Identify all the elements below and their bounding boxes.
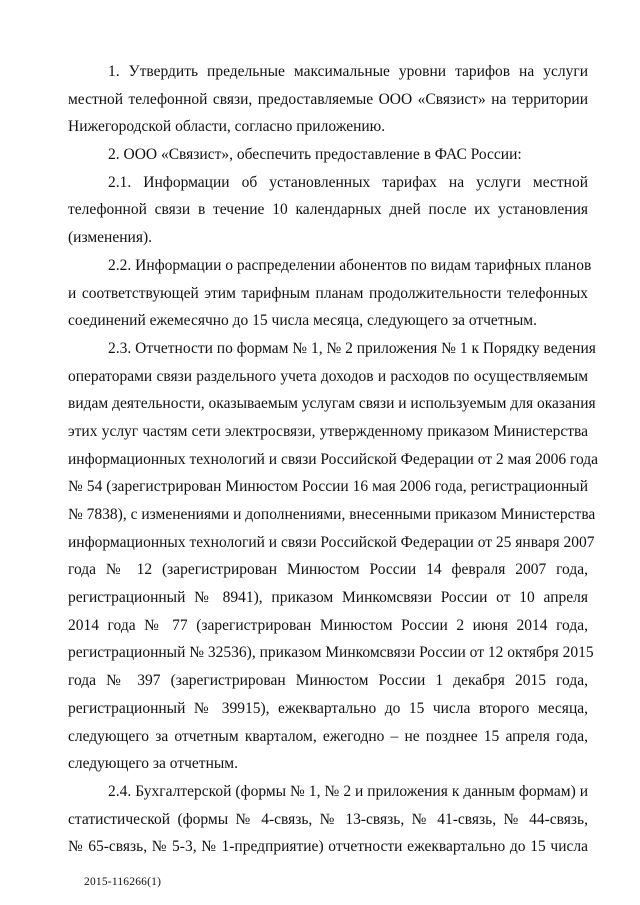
- paragraph-line: 2. ООО «Связист», обеспечить предоставление в ФАС России:: [108, 146, 522, 164]
- paragraph-line: № 7838), с изменениями и дополнениями, внесенными приказом Министерства: [68, 506, 596, 523]
- paragraph-2: [68, 141, 588, 169]
- paragraph-line: 2.1. Информации об установленных тарифах на услуги местной: [108, 173, 588, 191]
- paragraph-1: [68, 58, 588, 141]
- paragraph-line: статистической (формы № 4-связь, № 13-связь, № 41-связь, № 44-связь,: [68, 810, 588, 828]
- paragraph-line: регистрационный № 32536), приказом Минкомсвязи России от 12 октября 2015: [68, 644, 594, 662]
- paragraph-line: соединений ежемесячно до 15 числа месяца, следующего за отчетным.: [68, 312, 537, 330]
- paragraph-line: года № 397 (зарегистрирован Минюстом России 1 декабря 2015 года,: [68, 672, 588, 690]
- paragraph-line: операторами связи раздельного учета доходов и расходов по осуществляемым: [68, 367, 588, 385]
- paragraph-2-3: [68, 335, 599, 778]
- paragraph-line: следующего за отчетным.: [68, 755, 238, 773]
- document-body: [68, 58, 599, 861]
- paragraph-line: № 65-связь, № 5-3, № 1-предприятие) отчетности ежеквартально до 15 числа: [68, 838, 588, 856]
- paragraph-line: № 54 (зарегистрирован Минюстом России 16 мая 2006 года, регистрационный: [68, 478, 588, 496]
- paragraph-line: информационных технологий и связи Российской Федерации от 2 мая 2006 года: [68, 450, 599, 468]
- paragraph-line: 2.3. Отчетности по формам № 1, № 2 приложения № 1 к Порядку ведения: [108, 339, 596, 357]
- paragraph-line: регистрационный № 39915), ежеквартально до 15 числа второго месяца,: [68, 699, 588, 717]
- paragraph-2-2: [68, 252, 592, 335]
- paragraph-line: этих услуг частям сети электросвязи, утвержденному приказом Министерства: [68, 422, 588, 440]
- paragraph-line: 1. Утвердить предельные максимальные уровни тарифов на услуги: [108, 63, 588, 80]
- paragraph-line: регистрационный № 8941), приказом Минкомсвязи России от 10 апреля: [68, 589, 588, 607]
- document-code: 2015-116266(1): [84, 876, 162, 888]
- paragraph-line: телефонной связи в течение 10 календарных дней после их установления: [68, 201, 588, 219]
- paragraph-line: местной телефонной связи, предоставляемые ООО «Связист» на территории: [68, 90, 588, 108]
- paragraph-2-1: [68, 169, 588, 252]
- paragraph-line: следующего за отчетным кварталом, ежегодно – не позднее 15 апреля года,: [68, 727, 588, 745]
- paragraph-2-4: [68, 778, 588, 861]
- paragraph-line: 2.2. Информации о распределении абонентов по видам тарифных планов: [108, 256, 592, 274]
- paragraph-line: 2014 года № 77 (зарегистрирован Минюстом России 2 июня 2014 года,: [68, 616, 588, 634]
- paragraph-line: видам деятельности, оказываемым услугам связи и используемым для оказания: [68, 395, 596, 413]
- paragraph-line: информационных технологий и связи Российской Федерации от 25 января 2007: [68, 533, 595, 551]
- paragraph-line: 2.4. Бухгалтерской (формы № 1, № 2 и приложения к данным формам) и: [108, 782, 588, 800]
- paragraph-line: и соответствующей этим тарифным планам продолжительности телефонных: [68, 284, 588, 302]
- paragraph-line: (изменения).: [68, 229, 152, 247]
- paragraph-line: года № 12 (зарегистрирован Минюстом России 14 февраля 2007 года,: [68, 561, 588, 579]
- paragraph-line: Нижегородской области, согласно приложению.: [68, 118, 386, 136]
